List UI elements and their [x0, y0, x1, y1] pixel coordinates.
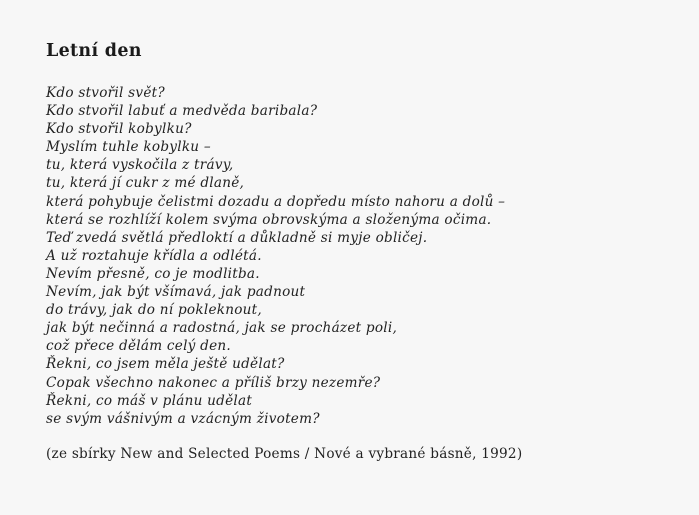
poem-line: Kdo stvořil kobylku? — [46, 121, 192, 138]
poem-line: A už roztahuje křídla a odlétá. — [46, 247, 262, 264]
poem-line: Nevím, jak být všímavá, jak padnout — [46, 284, 306, 301]
poem-line: se svým vášnivým a vzácným životem? — [46, 410, 320, 427]
poem-line: Řekni, co jsem měla ještě udělat? — [46, 356, 285, 373]
poem-line: tu, která vyskočila z trávy, — [46, 157, 234, 174]
poem-line: Kdo stvořil labuť a medvěda baribala? — [46, 103, 318, 120]
poem-line: tu, která jí cukr z mé dlaně, — [46, 175, 245, 192]
poem-line: což přece dělám celý den. — [46, 338, 231, 355]
poem-line: která se rozhlíží kolem svýma obrovskýma a složenýma očima. — [46, 211, 492, 228]
poem-title: Letní den — [46, 41, 142, 61]
poem-line: Nevím přesně, co je modlitba. — [46, 265, 260, 282]
poem-line: do trávy, jak do ní pokleknout, — [46, 302, 262, 319]
poem-line: Teď zvedá světlá předloktí a důkladně si myje obličej. — [46, 229, 428, 246]
poem-line: Kdo stvořil svět? — [46, 85, 165, 101]
poem-line: Copak všechno nakonec a příliš brzy nezemře? — [46, 374, 381, 391]
poem-source-citation: (ze sbírky New and Selected Poems / Nové a vybrané básně, 1992) — [46, 445, 523, 462]
poem-line: jak být nečinná a radostná, jak se procházet poli, — [46, 320, 398, 337]
poem-line: která pohybuje čelistmi dozadu a dopředu místo nahoru a dolů – — [46, 193, 506, 210]
poem-line: Myslím tuhle kobylku – — [46, 139, 211, 156]
poem-line: Řekni, co máš v plánu udělat — [46, 392, 253, 409]
poem-body — [46, 84, 699, 428]
